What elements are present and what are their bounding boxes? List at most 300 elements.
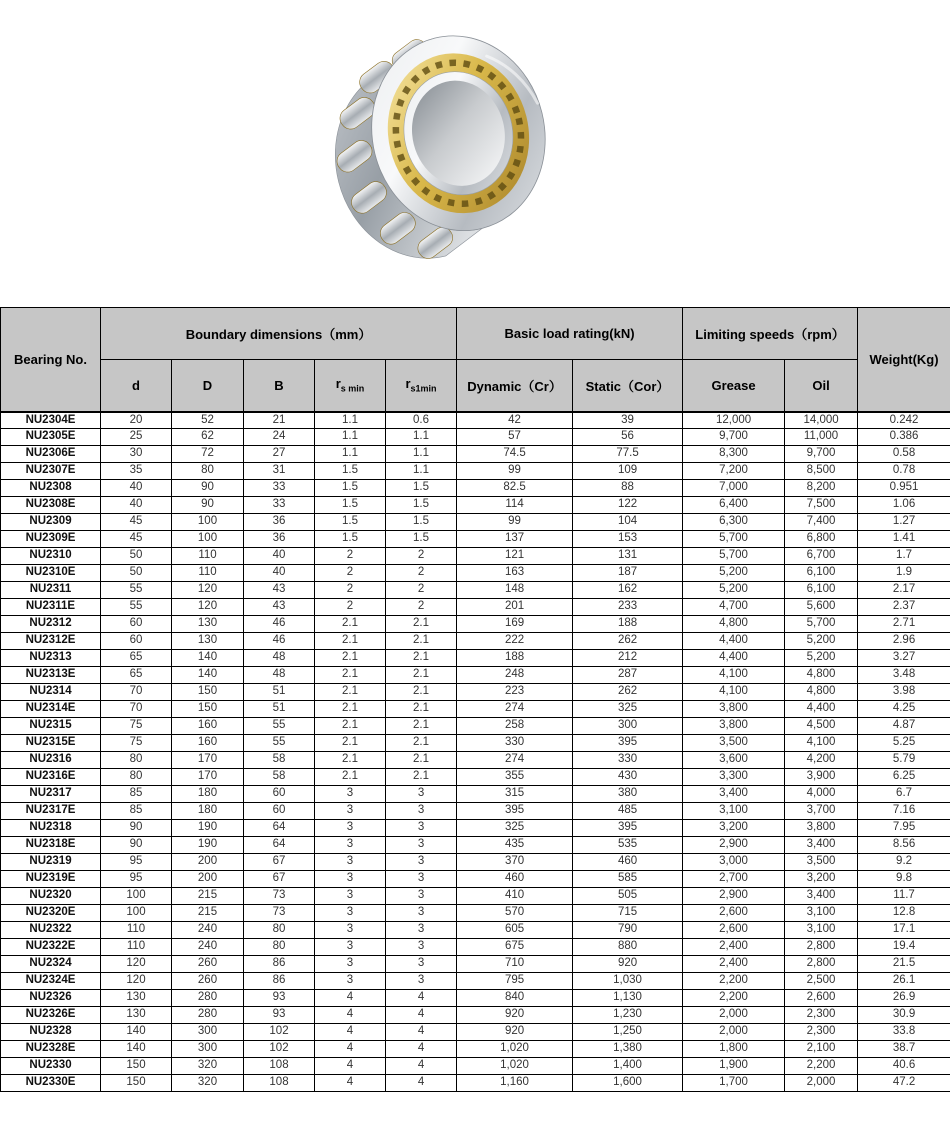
value-cell: 1.5 <box>315 480 386 497</box>
value-cell: 4,800 <box>785 684 858 701</box>
value-cell: 26.1 <box>858 973 950 990</box>
value-cell: 3 <box>315 922 386 939</box>
bearing-no-cell: NU2324E <box>1 973 101 990</box>
value-cell: 21 <box>244 412 315 429</box>
value-cell: 153 <box>573 531 683 548</box>
value-cell: 100 <box>101 905 172 922</box>
value-cell: 1.5 <box>386 531 457 548</box>
value-cell: 3,300 <box>683 769 785 786</box>
value-cell: 33.8 <box>858 1024 950 1041</box>
value-cell: 300 <box>172 1041 244 1058</box>
value-cell: 287 <box>573 667 683 684</box>
value-cell: 1.1 <box>315 429 386 446</box>
value-cell: 2 <box>315 582 386 599</box>
value-cell: 36 <box>244 531 315 548</box>
value-cell: 4 <box>315 1041 386 1058</box>
bearing-no-cell: NU2324 <box>1 956 101 973</box>
value-cell: 1,230 <box>573 1007 683 1024</box>
value-cell: 4.87 <box>858 718 950 735</box>
value-cell: 2 <box>386 582 457 599</box>
value-cell: 2,600 <box>683 922 785 939</box>
value-cell: 40 <box>101 497 172 514</box>
value-cell: 5,600 <box>785 599 858 616</box>
table-row <box>1 701 950 718</box>
value-cell: 4,100 <box>683 684 785 701</box>
table-row <box>1 633 950 650</box>
value-cell: 72 <box>172 446 244 463</box>
value-cell: 17.1 <box>858 922 950 939</box>
value-cell: 90 <box>101 837 172 854</box>
value-cell: 6,100 <box>785 582 858 599</box>
value-cell: 1,600 <box>573 1075 683 1092</box>
value-cell: 51 <box>244 701 315 718</box>
bearing-product-image <box>330 16 566 268</box>
value-cell: 2.1 <box>386 684 457 701</box>
value-cell: 70 <box>101 684 172 701</box>
value-cell: 1.5 <box>315 531 386 548</box>
table-row <box>1 803 950 820</box>
bearing-graphic <box>330 16 566 268</box>
value-cell: 2,200 <box>683 973 785 990</box>
table-row <box>1 973 950 990</box>
value-cell: 58 <box>244 769 315 786</box>
value-cell: 3,600 <box>683 752 785 769</box>
value-cell: 3,100 <box>683 803 785 820</box>
value-cell: 4 <box>386 1024 457 1041</box>
bearing-no-cell: NU2326E <box>1 1007 101 1024</box>
value-cell: 1.5 <box>315 514 386 531</box>
value-cell: 7,400 <box>785 514 858 531</box>
value-cell: 3 <box>315 803 386 820</box>
value-cell: 95 <box>101 854 172 871</box>
value-cell: 535 <box>573 837 683 854</box>
table-row <box>1 599 950 616</box>
bearing-no-cell: NU2309 <box>1 514 101 531</box>
value-cell: 1,400 <box>573 1058 683 1075</box>
value-cell: 325 <box>573 701 683 718</box>
value-cell: 1,900 <box>683 1058 785 1075</box>
value-cell: 280 <box>172 990 244 1007</box>
value-cell: 2,000 <box>683 1007 785 1024</box>
value-cell: 3 <box>386 888 457 905</box>
table-row <box>1 871 950 888</box>
value-cell: 1,800 <box>683 1041 785 1058</box>
value-cell: 320 <box>172 1075 244 1092</box>
value-cell: 19.4 <box>858 939 950 956</box>
table-row <box>1 480 950 497</box>
value-cell: 80 <box>101 769 172 786</box>
bearing-no-cell: NU2319E <box>1 871 101 888</box>
value-cell: 2,200 <box>785 1058 858 1075</box>
value-cell: 3,500 <box>785 854 858 871</box>
bearing-no-cell: NU2309E <box>1 531 101 548</box>
table-row <box>1 1024 950 1041</box>
table-row <box>1 514 950 531</box>
value-cell: 6.25 <box>858 769 950 786</box>
value-cell: 4 <box>315 1075 386 1092</box>
value-cell: 188 <box>573 616 683 633</box>
value-cell: 3,500 <box>683 735 785 752</box>
value-cell: 260 <box>172 973 244 990</box>
value-cell: 215 <box>172 905 244 922</box>
value-cell: 65 <box>101 667 172 684</box>
value-cell: 131 <box>573 548 683 565</box>
value-cell: 4,100 <box>785 735 858 752</box>
value-cell: 109 <box>573 463 683 480</box>
value-cell: 460 <box>457 871 573 888</box>
value-cell: 5,200 <box>785 650 858 667</box>
value-cell: 4 <box>386 1041 457 1058</box>
table-row <box>1 769 950 786</box>
value-cell: 3,100 <box>785 922 858 939</box>
value-cell: 100 <box>101 888 172 905</box>
value-cell: 4,200 <box>785 752 858 769</box>
value-cell: 215 <box>172 888 244 905</box>
value-cell: 2,100 <box>785 1041 858 1058</box>
value-cell: 1.9 <box>858 565 950 582</box>
value-cell: 1,160 <box>457 1075 573 1092</box>
bearing-no-cell: NU2308E <box>1 497 101 514</box>
value-cell: 188 <box>457 650 573 667</box>
value-cell: 795 <box>457 973 573 990</box>
value-cell: 110 <box>101 939 172 956</box>
table-row <box>1 412 950 429</box>
value-cell: 12.8 <box>858 905 950 922</box>
value-cell: 2.1 <box>315 701 386 718</box>
value-cell: 2,900 <box>683 888 785 905</box>
value-cell: 1.5 <box>386 497 457 514</box>
value-cell: 51 <box>244 684 315 701</box>
value-cell: 1.5 <box>315 463 386 480</box>
value-cell: 3 <box>315 939 386 956</box>
col-group-limiting-speeds: Limiting speeds（rpm） <box>683 308 858 360</box>
value-cell: 9,700 <box>683 429 785 446</box>
value-cell: 2 <box>386 565 457 582</box>
value-cell: 77.5 <box>573 446 683 463</box>
value-cell: 4,700 <box>683 599 785 616</box>
value-cell: 675 <box>457 939 573 956</box>
value-cell: 110 <box>101 922 172 939</box>
value-cell: 715 <box>573 905 683 922</box>
rs1-min-base: r <box>405 376 411 392</box>
value-cell: 2,000 <box>683 1024 785 1041</box>
value-cell: 40 <box>244 565 315 582</box>
value-cell: 6,400 <box>683 497 785 514</box>
value-cell: 1.41 <box>858 531 950 548</box>
bearing-no-cell: NU2315 <box>1 718 101 735</box>
value-cell: 80 <box>244 939 315 956</box>
value-cell: 140 <box>101 1024 172 1041</box>
value-cell: 40 <box>101 480 172 497</box>
value-cell: 3 <box>386 854 457 871</box>
bearing-no-cell: NU2312E <box>1 633 101 650</box>
value-cell: 108 <box>244 1075 315 1092</box>
value-cell: 2.17 <box>858 582 950 599</box>
value-cell: 4,400 <box>683 650 785 667</box>
bearing-no-cell: NU2320E <box>1 905 101 922</box>
value-cell: 6,700 <box>785 548 858 565</box>
value-cell: 33 <box>244 497 315 514</box>
value-cell: 570 <box>457 905 573 922</box>
value-cell: 55 <box>101 599 172 616</box>
value-cell: 65 <box>101 650 172 667</box>
value-cell: 200 <box>172 854 244 871</box>
value-cell: 2.1 <box>315 684 386 701</box>
value-cell: 0.6 <box>386 412 457 429</box>
value-cell: 260 <box>172 956 244 973</box>
value-cell: 21.5 <box>858 956 950 973</box>
value-cell: 150 <box>172 701 244 718</box>
value-cell: 0.242 <box>858 412 950 429</box>
value-cell: 121 <box>457 548 573 565</box>
value-cell: 45 <box>101 531 172 548</box>
value-cell: 300 <box>172 1024 244 1041</box>
bearing-no-cell: NU2307E <box>1 463 101 480</box>
value-cell: 201 <box>457 599 573 616</box>
value-cell: 6.7 <box>858 786 950 803</box>
value-cell: 485 <box>573 803 683 820</box>
value-cell: 120 <box>172 599 244 616</box>
value-cell: 3 <box>315 956 386 973</box>
value-cell: 380 <box>573 786 683 803</box>
value-cell: 30 <box>101 446 172 463</box>
value-cell: 85 <box>101 803 172 820</box>
value-cell: 57 <box>457 429 573 446</box>
value-cell: 355 <box>457 769 573 786</box>
bearing-no-cell: NU2318E <box>1 837 101 854</box>
value-cell: 25 <box>101 429 172 446</box>
bearing-no-cell: NU2313E <box>1 667 101 684</box>
value-cell: 5,700 <box>683 548 785 565</box>
value-cell: 3 <box>315 786 386 803</box>
table-body <box>1 412 950 1092</box>
value-cell: 1.1 <box>315 412 386 429</box>
value-cell: 0.951 <box>858 480 950 497</box>
bearing-spec-table <box>0 307 950 1092</box>
value-cell: 100 <box>172 531 244 548</box>
value-cell: 1.7 <box>858 548 950 565</box>
col-header-B: B <box>244 360 315 412</box>
bearing-no-cell: NU2310E <box>1 565 101 582</box>
value-cell: 9.8 <box>858 871 950 888</box>
table-row <box>1 888 950 905</box>
value-cell: 3 <box>386 905 457 922</box>
value-cell: 90 <box>172 480 244 497</box>
value-cell: 9.2 <box>858 854 950 871</box>
value-cell: 4 <box>386 1075 457 1092</box>
value-cell: 93 <box>244 990 315 1007</box>
value-cell: 3 <box>315 973 386 990</box>
value-cell: 130 <box>101 1007 172 1024</box>
value-cell: 130 <box>101 990 172 1007</box>
value-cell: 3 <box>386 939 457 956</box>
value-cell: 1,250 <box>573 1024 683 1041</box>
value-cell: 0.58 <box>858 446 950 463</box>
value-cell: 47.2 <box>858 1075 950 1092</box>
value-cell: 62 <box>172 429 244 446</box>
value-cell: 7,000 <box>683 480 785 497</box>
value-cell: 170 <box>172 752 244 769</box>
value-cell: 4,500 <box>785 718 858 735</box>
value-cell: 1.5 <box>315 497 386 514</box>
value-cell: 1.1 <box>386 463 457 480</box>
product-image-area <box>0 0 950 307</box>
value-cell: 150 <box>172 684 244 701</box>
value-cell: 187 <box>573 565 683 582</box>
value-cell: 4,800 <box>683 616 785 633</box>
value-cell: 67 <box>244 854 315 871</box>
value-cell: 95 <box>101 871 172 888</box>
value-cell: 4 <box>315 1058 386 1075</box>
value-cell: 130 <box>172 616 244 633</box>
bearing-no-cell: NU2311 <box>1 582 101 599</box>
value-cell: 75 <box>101 718 172 735</box>
bearing-no-cell: NU2322 <box>1 922 101 939</box>
value-cell: 163 <box>457 565 573 582</box>
value-cell: 3 <box>386 837 457 854</box>
value-cell: 4 <box>315 990 386 1007</box>
value-cell: 2.1 <box>386 650 457 667</box>
value-cell: 3,200 <box>683 820 785 837</box>
value-cell: 60 <box>244 803 315 820</box>
value-cell: 56 <box>573 429 683 446</box>
value-cell: 3 <box>315 905 386 922</box>
value-cell: 2,400 <box>683 939 785 956</box>
table-row <box>1 837 950 854</box>
value-cell: 7,200 <box>683 463 785 480</box>
value-cell: 1,130 <box>573 990 683 1007</box>
value-cell: 2.1 <box>315 616 386 633</box>
table-row <box>1 667 950 684</box>
table-row <box>1 718 950 735</box>
value-cell: 11.7 <box>858 888 950 905</box>
value-cell: 3,400 <box>785 888 858 905</box>
col-header-oil: Oil <box>785 360 858 412</box>
table-row <box>1 752 950 769</box>
value-cell: 2.96 <box>858 633 950 650</box>
value-cell: 104 <box>573 514 683 531</box>
value-cell: 86 <box>244 973 315 990</box>
table-row <box>1 854 950 871</box>
value-cell: 120 <box>172 582 244 599</box>
value-cell: 12,000 <box>683 412 785 429</box>
value-cell: 102 <box>244 1024 315 1041</box>
value-cell: 790 <box>573 922 683 939</box>
value-cell: 200 <box>172 871 244 888</box>
value-cell: 1.5 <box>386 514 457 531</box>
value-cell: 2,600 <box>785 990 858 1007</box>
value-cell: 120 <box>101 973 172 990</box>
value-cell: 148 <box>457 582 573 599</box>
value-cell: 85 <box>101 786 172 803</box>
col-header-d: d <box>101 360 172 412</box>
col-header-D: D <box>172 360 244 412</box>
table-row <box>1 616 950 633</box>
value-cell: 4 <box>315 1007 386 1024</box>
table-row <box>1 1041 950 1058</box>
value-cell: 2.1 <box>386 701 457 718</box>
bearing-no-cell: NU2314 <box>1 684 101 701</box>
value-cell: 1,020 <box>457 1041 573 1058</box>
value-cell: 70 <box>101 701 172 718</box>
value-cell: 233 <box>573 599 683 616</box>
value-cell: 2,800 <box>785 939 858 956</box>
value-cell: 42 <box>457 412 573 429</box>
value-cell: 90 <box>172 497 244 514</box>
col-header-static-cor: Static（Cor） <box>573 360 683 412</box>
value-cell: 52 <box>172 412 244 429</box>
col-header-rs1-min <box>386 360 457 412</box>
value-cell: 31 <box>244 463 315 480</box>
value-cell: 2.1 <box>386 667 457 684</box>
value-cell: 5.25 <box>858 735 950 752</box>
value-cell: 2,300 <box>785 1007 858 1024</box>
value-cell: 4,100 <box>683 667 785 684</box>
bearing-no-cell: NU2326 <box>1 990 101 1007</box>
value-cell: 137 <box>457 531 573 548</box>
value-cell: 3,900 <box>785 769 858 786</box>
value-cell: 75 <box>101 735 172 752</box>
value-cell: 60 <box>101 633 172 650</box>
value-cell: 1.1 <box>386 446 457 463</box>
table-row <box>1 905 950 922</box>
value-cell: 1,700 <box>683 1075 785 1092</box>
bearing-no-cell: NU2316E <box>1 769 101 786</box>
table-row <box>1 446 950 463</box>
value-cell: 1.5 <box>386 480 457 497</box>
value-cell: 55 <box>244 718 315 735</box>
value-cell: 40.6 <box>858 1058 950 1075</box>
value-cell: 140 <box>101 1041 172 1058</box>
value-cell: 120 <box>101 956 172 973</box>
value-cell: 3,800 <box>683 701 785 718</box>
table-row <box>1 786 950 803</box>
value-cell: 4 <box>386 990 457 1007</box>
value-cell: 67 <box>244 871 315 888</box>
value-cell: 2.1 <box>386 752 457 769</box>
bearing-no-cell: NU2306E <box>1 446 101 463</box>
value-cell: 6,300 <box>683 514 785 531</box>
value-cell: 150 <box>101 1075 172 1092</box>
value-cell: 2.1 <box>315 718 386 735</box>
value-cell: 6,100 <box>785 565 858 582</box>
value-cell: 3,700 <box>785 803 858 820</box>
table-row <box>1 463 950 480</box>
value-cell: 1.1 <box>315 446 386 463</box>
value-cell: 2 <box>386 548 457 565</box>
value-cell: 3,400 <box>683 786 785 803</box>
value-cell: 50 <box>101 548 172 565</box>
value-cell: 140 <box>172 650 244 667</box>
value-cell: 114 <box>457 497 573 514</box>
table-row <box>1 650 950 667</box>
value-cell: 7.16 <box>858 803 950 820</box>
value-cell: 73 <box>244 905 315 922</box>
value-cell: 1.06 <box>858 497 950 514</box>
value-cell: 2.1 <box>315 633 386 650</box>
table-row <box>1 922 950 939</box>
value-cell: 3 <box>315 888 386 905</box>
value-cell: 3 <box>386 956 457 973</box>
table-row <box>1 565 950 582</box>
value-cell: 1,380 <box>573 1041 683 1058</box>
value-cell: 430 <box>573 769 683 786</box>
bearing-no-cell: NU2319 <box>1 854 101 871</box>
value-cell: 39 <box>573 412 683 429</box>
value-cell: 5.79 <box>858 752 950 769</box>
value-cell: 48 <box>244 667 315 684</box>
value-cell: 180 <box>172 803 244 820</box>
